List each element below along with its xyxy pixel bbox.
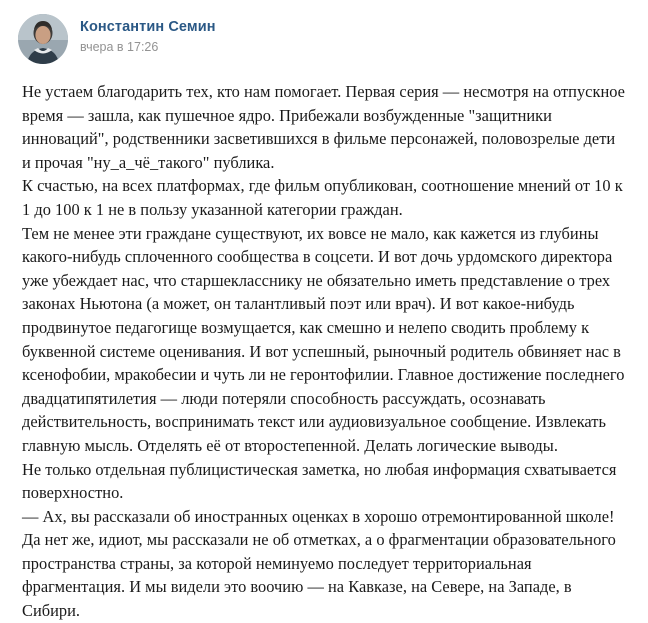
post-paragraph: — Ах, вы рассказали об иностранных оценках в хорошо отремонтированной школе! Да нет же, идиот, мы рассказали не об отметках, а о фрагментации образовательного пространства страны, за которой неминуемо последует территориальная фрагментация. И мы видели это воочию — на Кавказе, на Севере, на Западе, в Сибири. [22,506,616,621]
post-text [18,80,630,623]
post-header-text [80,14,216,55]
post-timestamp[interactable]: вчера в 17:26 [80,40,159,54]
post-paragraph: К счастью, на всех платформах, где фильм опубликован, соотношение мнений от 10 к 1 до 100 к 1 не в пользу указанной категории граждан. [22,176,623,219]
avatar[interactable] [18,14,68,64]
avatar-image [18,14,68,64]
post-paragraph: Не только отдельная публицистическая заметка, но любая информация схватывается поверхностно. [22,459,617,503]
author-name[interactable]: Константин Семин [80,19,216,35]
post-header [18,14,630,64]
post-paragraph: Не устаем благодарить тех, кто нам помогает. Первая серия — несмотря на отпускное время — зашла, как пушечное ядро. Прибежали возбужденные "защитники инноваций", родственники засветившихся в фильме персонажей, половозрелые дети и прочая "ну_а_чё_такого" публика. [22,82,625,172]
post-paragraph: Тем не менее эти граждане существуют, их вовсе не мало, как кажется из глубины какого-нибудь сплоченного сообщества в соцсети. И вот дочь урдомского директора уже убеждает нас, что старшекласснику не обязательно иметь представление о трех законах Ньютона (а может, он талантливый поэт или врач). И вот какое-нибудь продвинутое педагогище возмущается, как смешно и нелепо сводить проблему к буквенной системе оценивания. И вот успешный, рыночный родитель обвиняет нас в ксенофобии, мракобесии и чуть ли не геронтофилии. Главное достижение последнего двадцатипятилетия — люди потеряли способность рассуждать, осознавать действительность, воспринимать текст или аудиовизуальное сообщение. Извлекать главную мысль. Отделять её от второстепенной. Делать логические выводы. [22,223,625,455]
